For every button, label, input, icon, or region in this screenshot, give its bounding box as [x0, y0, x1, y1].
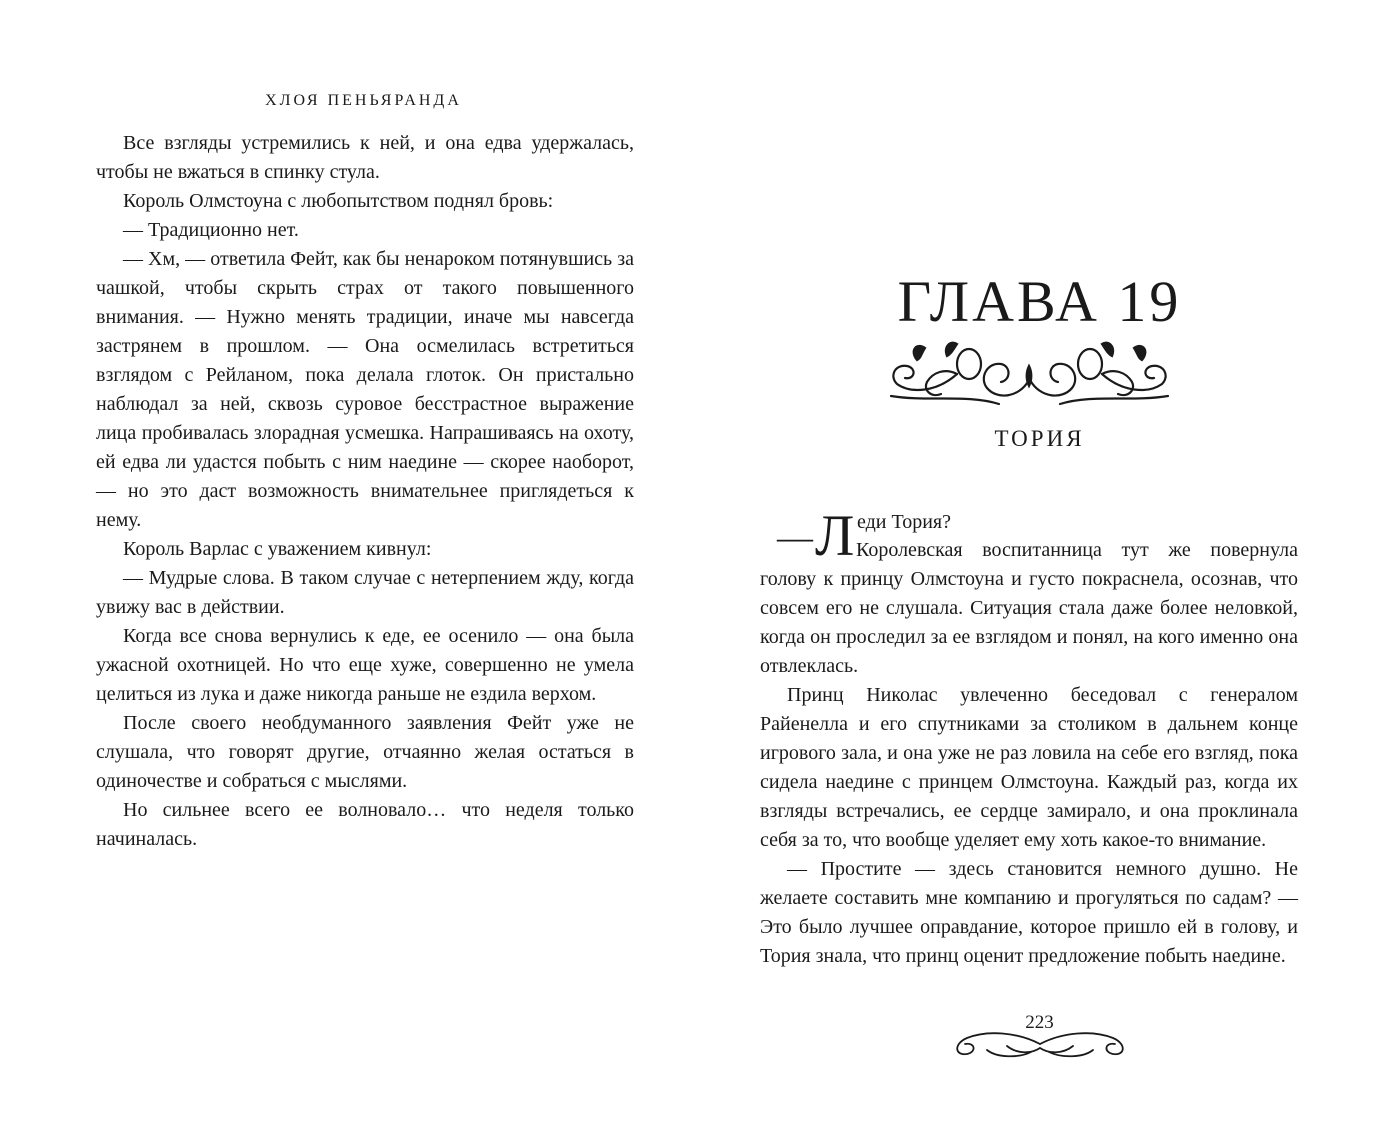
paragraph: Все взгляды устремились к ней, и она едва удержалась, чтобы не вжаться в спинку стула.	[96, 132, 634, 183]
paragraph: После своего необдуманного заявления Фейт уже не слушала, что говорят другие, отчаянно желая остаться в одиночестве и собраться с мыслями.	[96, 712, 634, 792]
paragraph: — Мудрые слова. В таком случае с нетерпением жду, когда увижу вас в действии.	[96, 567, 634, 618]
ornament-small-flourish-icon	[947, 1024, 1133, 1060]
dropcap-letter: Л	[815, 503, 855, 568]
dropcap-dash: —	[777, 517, 813, 557]
right-text-block	[760, 503, 1298, 971]
ornament-flourish-icon	[887, 338, 1172, 412]
chapter-subtitle: ТОРИЯ	[994, 426, 1085, 451]
paragraph: Принц Николас увлеченно беседовал с генералом Райенелла и его спутниками за столиком в дальнем конце игрового зала, и она уже не раз ловила на себе его взгляд, пока сидела наедине с принцем Олмстоуна. Каждый раз, когда их взгляды встречались, ее сердце замирало, и она проклинала себя за то, что вообще уделяет ему хоть какое-то внимание.	[760, 684, 1298, 851]
left-text-block	[96, 129, 634, 854]
paragraph: Король Варлас с уважением кивнул:	[123, 538, 432, 560]
paragraph: — Хм, — ответила Фейт, как бы ненароком потянувшись за чашкой, чтобы скрыть страх от такого повышенного внимания. — Нужно менять традиции, иначе мы навсегда застрянем в прошлом. — Она осмелилась встретиться взглядом с Рейланом, пока делала глоток. Он пристально наблюдал за ней, сквозь суровое бесстрастное выражение лица пробивалась злорадная усмешка. Напрашиваясь на охоту, ей едва ли удастся побыть с ним наедине — скорее наоборот, — но это даст возможность внимательнее приглядеться к нему.	[96, 248, 634, 531]
paragraph: Но сильнее всего ее волновало… что неделя только начиналась.	[96, 799, 634, 850]
page-number: 223	[1025, 1012, 1054, 1033]
paragraph: — Простите — здесь становится немного душно. Не желаете составить мне компанию и прогуляться по садам? — Это было лучшее оправдание, которое пришло ей в голову, и Тория знала, что принц оценит предложение побыть наедине.	[760, 858, 1298, 967]
lead-paragraph: Королевская воспитанница тут же повернула голову к принцу Олмстоуна и густо покраснела, осознав, что совсем его не слушала. Ситуация стала даже более неловкой, когда он проследил за ее взглядом и понял, на кого именно она отвлеклась.	[760, 539, 1298, 677]
first-line	[760, 503, 1298, 568]
paragraph: Когда все снова вернулись к еде, ее осенило — она была ужасной охотницей. Но что еще хуже, совершенно не умела целиться из лука и даже никогда раньше не ездила верхом.	[96, 625, 634, 705]
running-head: ХЛОЯ ПЕНЬЯРАНДА	[265, 92, 462, 109]
paragraph: — Традиционно нет.	[123, 219, 299, 241]
paragraph: Король Олмстоуна с любопытством поднял бровь:	[123, 190, 554, 212]
chapter-title: ГЛАВА 19	[897, 269, 1182, 334]
right-page	[697, 0, 1394, 1125]
first-line-text: еди Тория?	[857, 511, 951, 533]
